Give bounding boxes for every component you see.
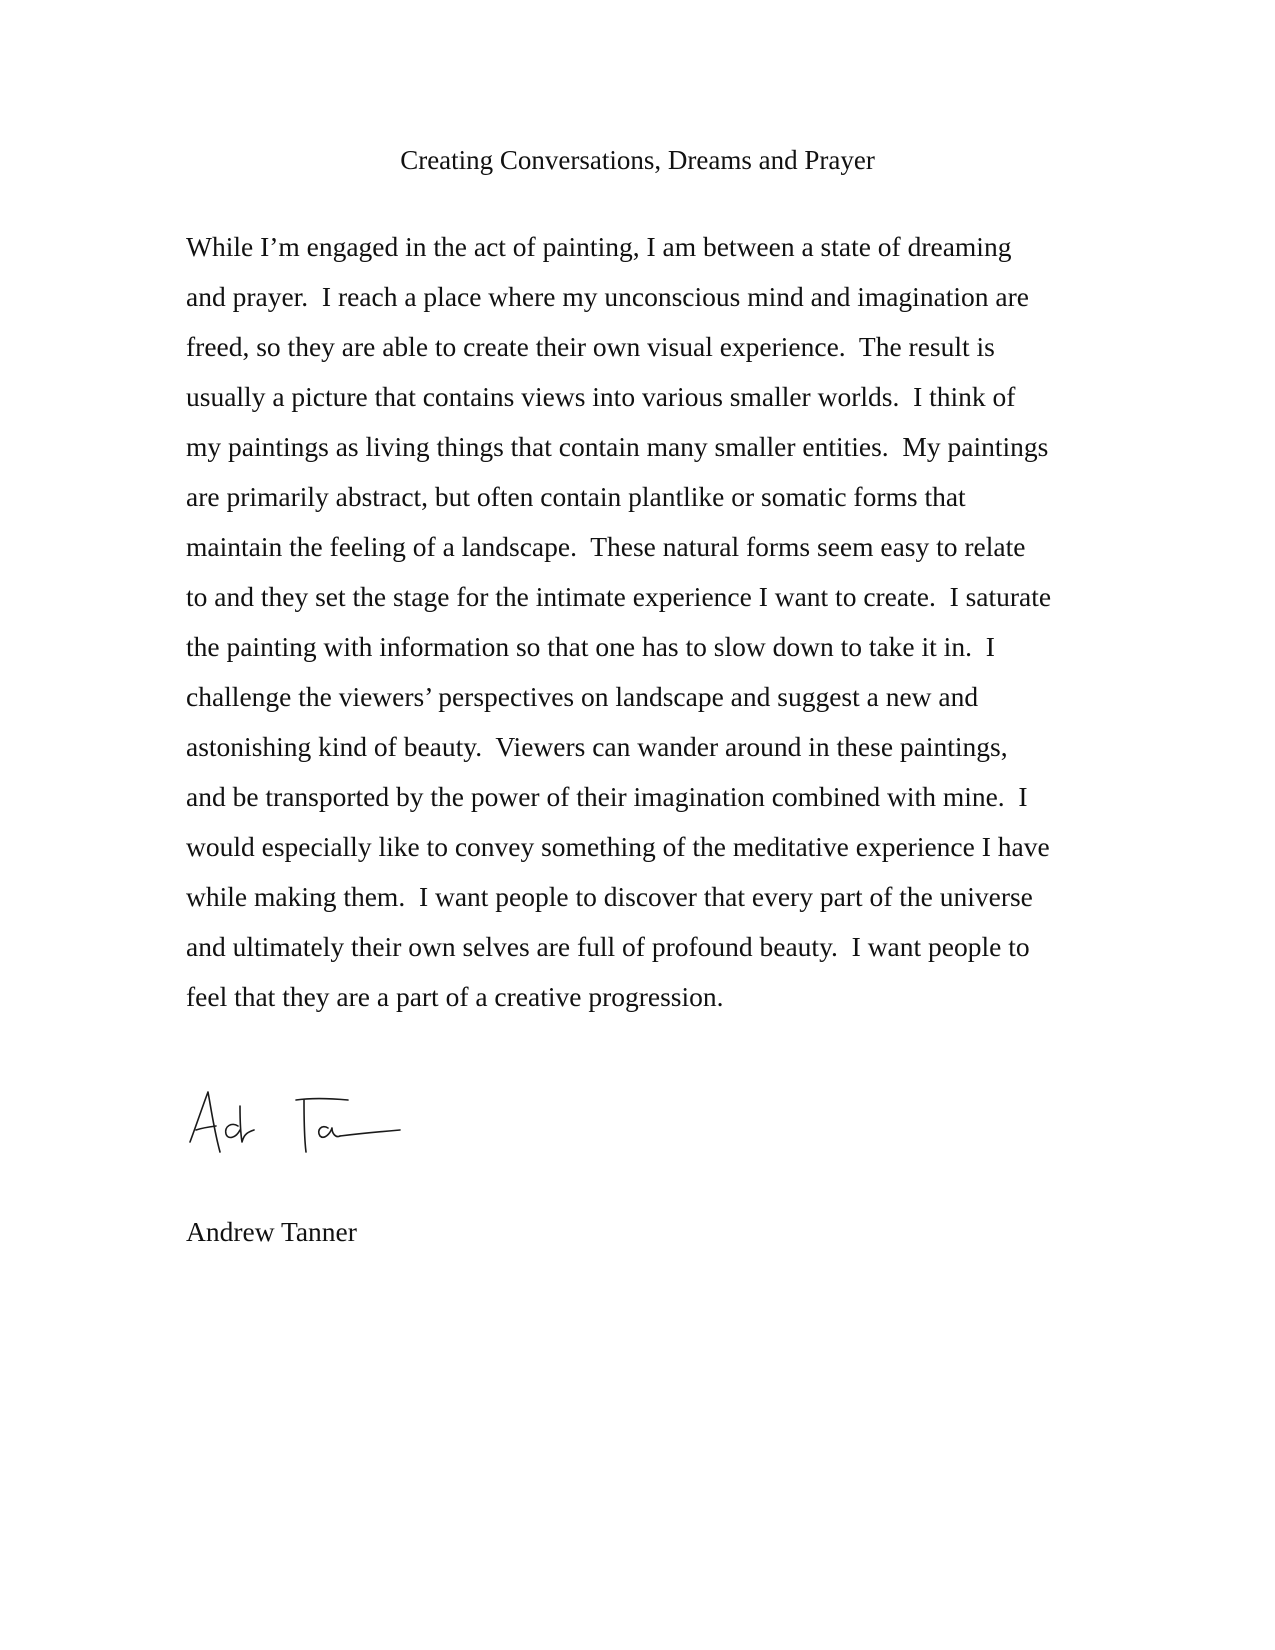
- document-title: Creating Conversations, Dreams and Prayer: [400, 145, 875, 175]
- body-line: to and they set the stage for the intimate experience I want to create. I saturate: [186, 581, 1052, 612]
- body-line: freed, so they are able to create their own visual experience. The result is: [186, 331, 995, 362]
- handwritten-signature: [186, 1086, 406, 1166]
- body-line: my paintings as living things that contain many smaller entities. My paintings: [186, 431, 1049, 462]
- body-line: usually a picture that contains views into various smaller worlds. I think of: [186, 381, 1016, 412]
- body-line: and be transported by the power of their imagination combined with mine. I: [186, 781, 1028, 812]
- statement-body: [186, 222, 1106, 1022]
- body-line: and ultimately their own selves are full of profound beauty. I want people to: [186, 931, 1030, 962]
- body-line: and prayer. I reach a place where my unconscious mind and imagination are: [186, 281, 1030, 312]
- author-name: Andrew Tanner: [186, 1216, 357, 1247]
- body-line: while making them. I want people to discover that every part of the universe: [186, 881, 1033, 912]
- body-line: While I’m engaged in the act of painting, I am between a state of dreaming: [186, 231, 1012, 262]
- body-line: the painting with information so that one has to slow down to take it in. I: [186, 631, 995, 662]
- body-line: challenge the viewers’ perspectives on landscape and suggest a new and: [186, 681, 979, 712]
- body-line: are primarily abstract, but often contain plantlike or somatic forms that: [186, 481, 966, 512]
- body-line: would especially like to convey something of the meditative experience I have: [186, 831, 1050, 862]
- body-line: astonishing kind of beauty. Viewers can wander around in these paintings,: [186, 731, 1008, 762]
- body-line: maintain the feeling of a landscape. These natural forms seem easy to relate: [186, 531, 1026, 562]
- body-line: feel that they are a part of a creative progression.: [186, 981, 724, 1012]
